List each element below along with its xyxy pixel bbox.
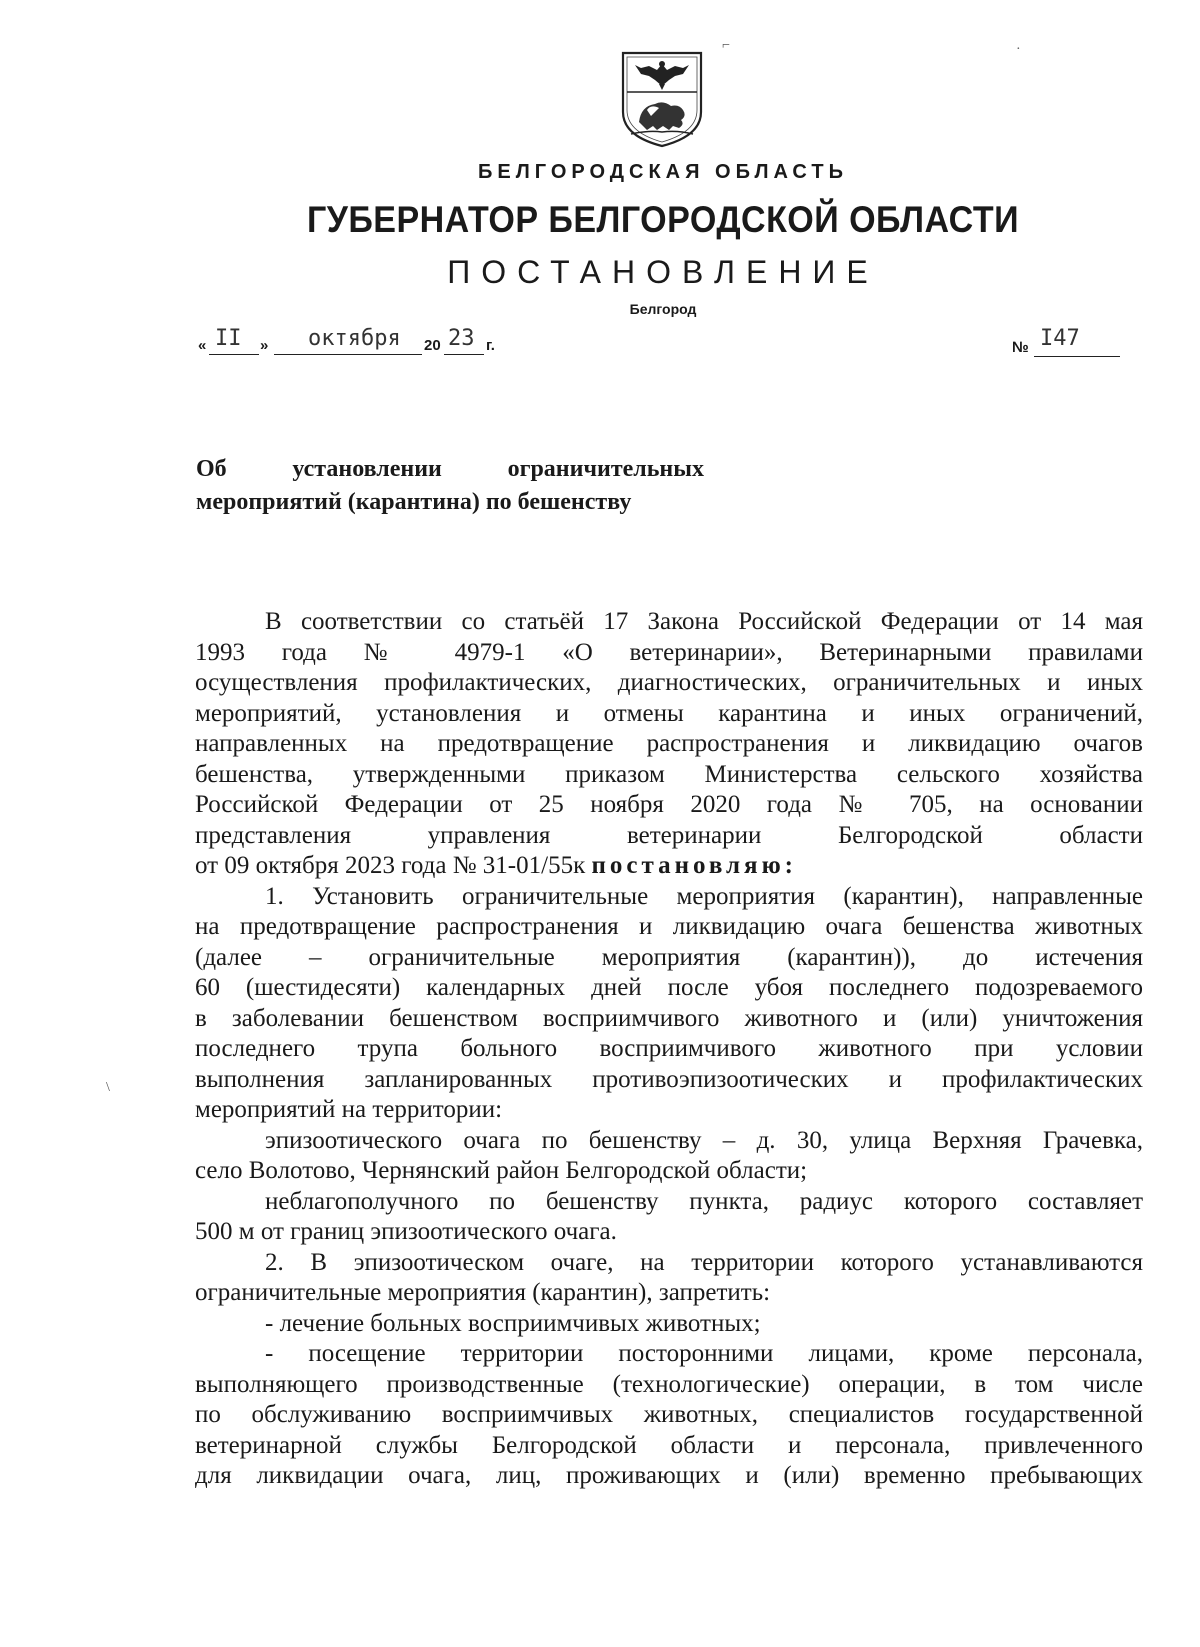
paragraph-line: представления управления ветеринарии Белгородской области	[195, 821, 1143, 849]
paragraph-line: осуществления профилактических, диагностических, ограничительных и иных	[195, 669, 1143, 696]
basis-reference: от 09 октября 2023 года № 31-01/55к	[195, 852, 586, 879]
paragraph-line: выполняющего производственные (технологические) операции, в том числе	[195, 1370, 1143, 1398]
document-type: ПОСТАНОВЛЕНИЕ	[447, 254, 879, 290]
paragraph-line: для ликвидации очага, лиц, проживающих и (или) временно пребывающих	[195, 1462, 1143, 1489]
paragraph-line: - лечение больных восприимчивых животных;	[265, 1309, 761, 1337]
paragraph-line	[195, 851, 1143, 882]
paragraph-line: 2. В эпизоотическом очаге, на территории которого устанавливаются	[265, 1248, 1143, 1276]
title-word-3: ограничительных	[507, 456, 704, 482]
date-year-prefix: 20	[424, 337, 441, 354]
city-label: Белгород	[629, 301, 697, 317]
title-word-1: Об	[196, 456, 227, 482]
paragraph-line: (далее – ограничительные мероприятия (карантин)), до истечения	[195, 943, 1143, 971]
paragraph-line: на предотвращение распространения и ликвидацию очага бешенства животных	[195, 913, 1143, 940]
document-title	[196, 453, 704, 519]
paragraph-line: направленных на предотвращение распространения и ликвидацию очагов	[195, 730, 1143, 757]
paragraph-line: по обслуживанию восприимчивых животных, специалистов государственной	[195, 1401, 1143, 1428]
date-year-field	[444, 326, 484, 355]
decree-word: постановляю:	[591, 852, 798, 879]
date-year-suffix: 23	[448, 326, 475, 351]
title-word-2: установлении	[292, 456, 442, 482]
title-line-2: мероприятий (карантина) по бешенству	[196, 489, 632, 515]
paragraph-line: неблагополучного по бешенству пункта, радиус которого составляет	[265, 1187, 1143, 1215]
paragraph-line: последнего трупа больного восприимчивого животного при условии	[195, 1035, 1143, 1062]
paragraph-line: ветеринарной службы Белгородской области и персонала, привлеченного	[195, 1431, 1143, 1459]
number-field	[1034, 326, 1120, 357]
paragraph-line: 1. Установить ограничительные мероприятия (карантин), направленные	[265, 882, 1143, 910]
paragraph-line: мероприятий, установления и отмены карантина и иных ограничений,	[195, 699, 1143, 727]
number-label: №	[1012, 339, 1029, 356]
paragraph-line: выполнения запланированных противоэпизоотических и профилактических	[195, 1065, 1143, 1093]
date-month-field	[274, 326, 422, 355]
document-body	[195, 607, 1143, 1492]
paragraph-line: в заболевании бешенством восприимчивого животного и (или) уничтожения	[195, 1004, 1143, 1032]
governor-heading: ГУБЕРНАТОР БЕЛГОРОДСКОЙ ОБЛАСТИ	[306, 199, 1020, 240]
date-day: II	[215, 326, 242, 351]
paragraph-line: 1993 года № 4979-1 «О ветеринарии», Ветеринарными правилами	[195, 638, 1143, 666]
date-close-quote: »	[260, 337, 269, 354]
date-day-field	[209, 326, 259, 355]
scan-mark: \	[106, 1080, 110, 1095]
paragraph-line: эпизоотического очага по бешенству – д. 30, улица Верхняя Грачевка,	[265, 1126, 1143, 1154]
paragraph-line: мероприятий на территории:	[195, 1096, 503, 1123]
paragraph-line: село Волотово, Чернянский район Белгородской области;	[195, 1157, 808, 1184]
scan-mark: ·	[1016, 42, 1021, 57]
region-heading: БЕЛГОРОДСКАЯ ОБЛАСТЬ	[478, 161, 848, 183]
paragraph-line: 60 (шестидесяти) календарных дней после убоя последнего подозреваемого	[195, 974, 1143, 1001]
number-value: I47	[1040, 326, 1080, 351]
coat-of-arms-icon	[619, 50, 705, 148]
date-open-quote: «	[198, 337, 207, 354]
paragraph-line: ограничительные мероприятия (карантин), запретить:	[195, 1279, 771, 1306]
paragraph-line: В соответствии со статьёй 17 Закона Российской Федерации от 14 мая	[265, 608, 1143, 635]
paragraph-line: Российской Федерации от 25 ноября 2020 года № 705, на основании	[195, 791, 1143, 818]
date-year-mark: г.	[486, 337, 495, 354]
paragraph-line: бешенства, утвержденными приказом Министерства сельского хозяйства	[195, 760, 1143, 788]
date-month: октября	[308, 326, 401, 351]
paragraph-line: - посещение территории посторонними лицами, кроме персонала,	[265, 1340, 1143, 1367]
paragraph-line: 500 м от границ эпизоотического очага.	[195, 1218, 617, 1245]
scan-mark: ⌐	[722, 38, 730, 53]
